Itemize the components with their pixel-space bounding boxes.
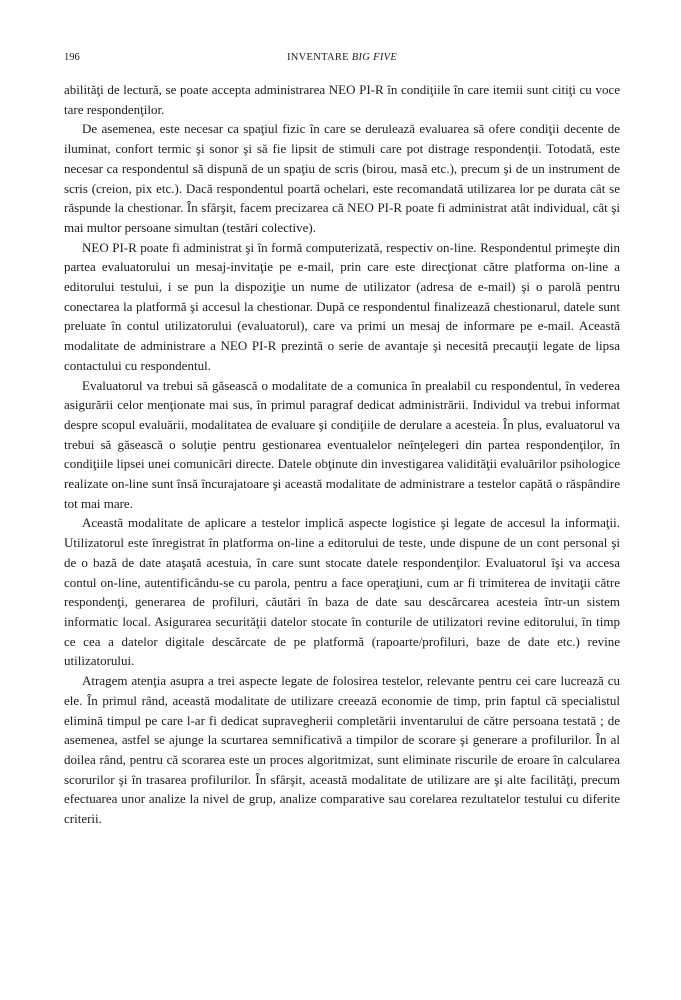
paragraph: NEO PI-R poate fi administrat şi în formă computerizată, respectiv on-line. Respondentul primeşte din partea evaluatorului un mesaj-invitaţie pe e-mail, prin care este direcţionat către platforma on-line a editorului testului, i se pun la dispoziţie un nume de utilizator (adresa de e-mail) şi o parolă pentru conectarea la platformă şi accesul la chestionar. După ce respondentul finalizează chestionarul, datele sunt preluate în contul utilizatorului (evaluatorul), care va primi un mesaj de informare pe e-mail. Această modalitate de administrare a NEO PI-R prezintă o serie de avantaje şi necesită precauţii legate de lipsa contactului cu respondentul.	[64, 239, 620, 373]
page-number: 196	[64, 52, 80, 63]
page-header	[64, 50, 620, 66]
running-title-italic: BIG FIVE	[351, 52, 398, 63]
paragraph: abilităţi de lectură, se poate accepta administrarea NEO PI-R în condiţiile în care itemii sunt citiţi cu voce tare respondenţilor.	[64, 82, 620, 117]
paragraph: Această modalitate de aplicare a testelor implică aspecte logistice şi legate de accesul la informaţii. Utilizatorul este înregistrat în platforma on-line a editorului de teste, unde dispune de un cont personal şi de o bază de date ataşată acestuia, în care sunt stocate datele respondenţilor. Evaluatorul îşi va accesa contul on-line, autentificându-se cu parola, pentru a face operaţiuni, cum ar fi trimiterea de invitaţii către respondenţi, generarea de profiluri, căutări în baza de date sau descărcarea acesteia într-un sistem informatic local. Asigurarea securităţii datelor stocate în conturile de utilizatori revine editorului, în timp ce cea a datelor digitale descărcate de pe platformă (rapoarte/profiluri, baze de date etc.) revine utilizatorului.	[64, 515, 620, 669]
paragraph: Atragem atenţia asupra a trei aspecte legate de folosirea testelor, relevante pentru cei care lucrează cu ele. În primul rând, această modalitate de utilizare creează economie de timp, prin faptul că specialistul elimină timpul pe care l-ar fi dedicat supravegherii completării inventarului de către persoana testată ; de asemenea, astfel se ajunge la scurtarea semnificativă a timpilor de scorare şi generare a profilurilor. În al doilea rând, pentru că scorarea este un proces algoritmizat, sunt eliminate riscurile de eroare în calcularea scorurilor şi în trasarea profilurilor. În sfârşit, această modalitate de utilizare are şi alte facilităţi, precum efectuarea unor analize la nivel de grup, analize comparative sau corelarea rezultatelor testului cu diferite criterii.	[64, 673, 620, 827]
running-title	[64, 50, 620, 66]
paragraph: Evaluatorul va trebui să găsească o modalitate de a comunica în prealabil cu respondentul, în vederea asigurării celor menţionate mai sus, în primul paragraf dedicat administrării. Individul va trebui informat despre scopul evaluării, modalitatea de evaluare şi condiţiile de derulare a acesteia. În plus, evaluatorul va trebui să găsească o soluţie pentru gestionarea eventualelor neînţelegeri din partea respondenţilor, în condiţiile lipsei unei comunicări directe. Datele obţinute din investigarea validităţii evaluărilor psihologice realizate on-line sunt însă încurajatoare şi această modalitate de administrare a testelor capătă o răspândire tot mai mare.	[64, 377, 620, 511]
body-text	[64, 80, 620, 829]
running-title-plain: INVENTARE	[286, 52, 352, 63]
paragraph: De asemenea, este necesar ca spaţiul fizic în care se derulează evaluarea să ofere condiţii decente de iluminat, confort termic şi sonor şi să fie lipsit de stimuli care pot distrage respondenţii. Totodată, este necesar ca respondentul să dispună de un spaţiu de scris (birou, masă etc.), precum şi de un instrument de scris (creion, pix etc.). Dacă respondentul poartă ochelari, este recomandată utilizarea lor pe durata cât se răspunde la chestionar. În sfârşit, facem precizarea că NEO PI-R poate fi administrat atât individual, cât şi mai multor persoane simultan (testări colective).	[64, 121, 620, 235]
